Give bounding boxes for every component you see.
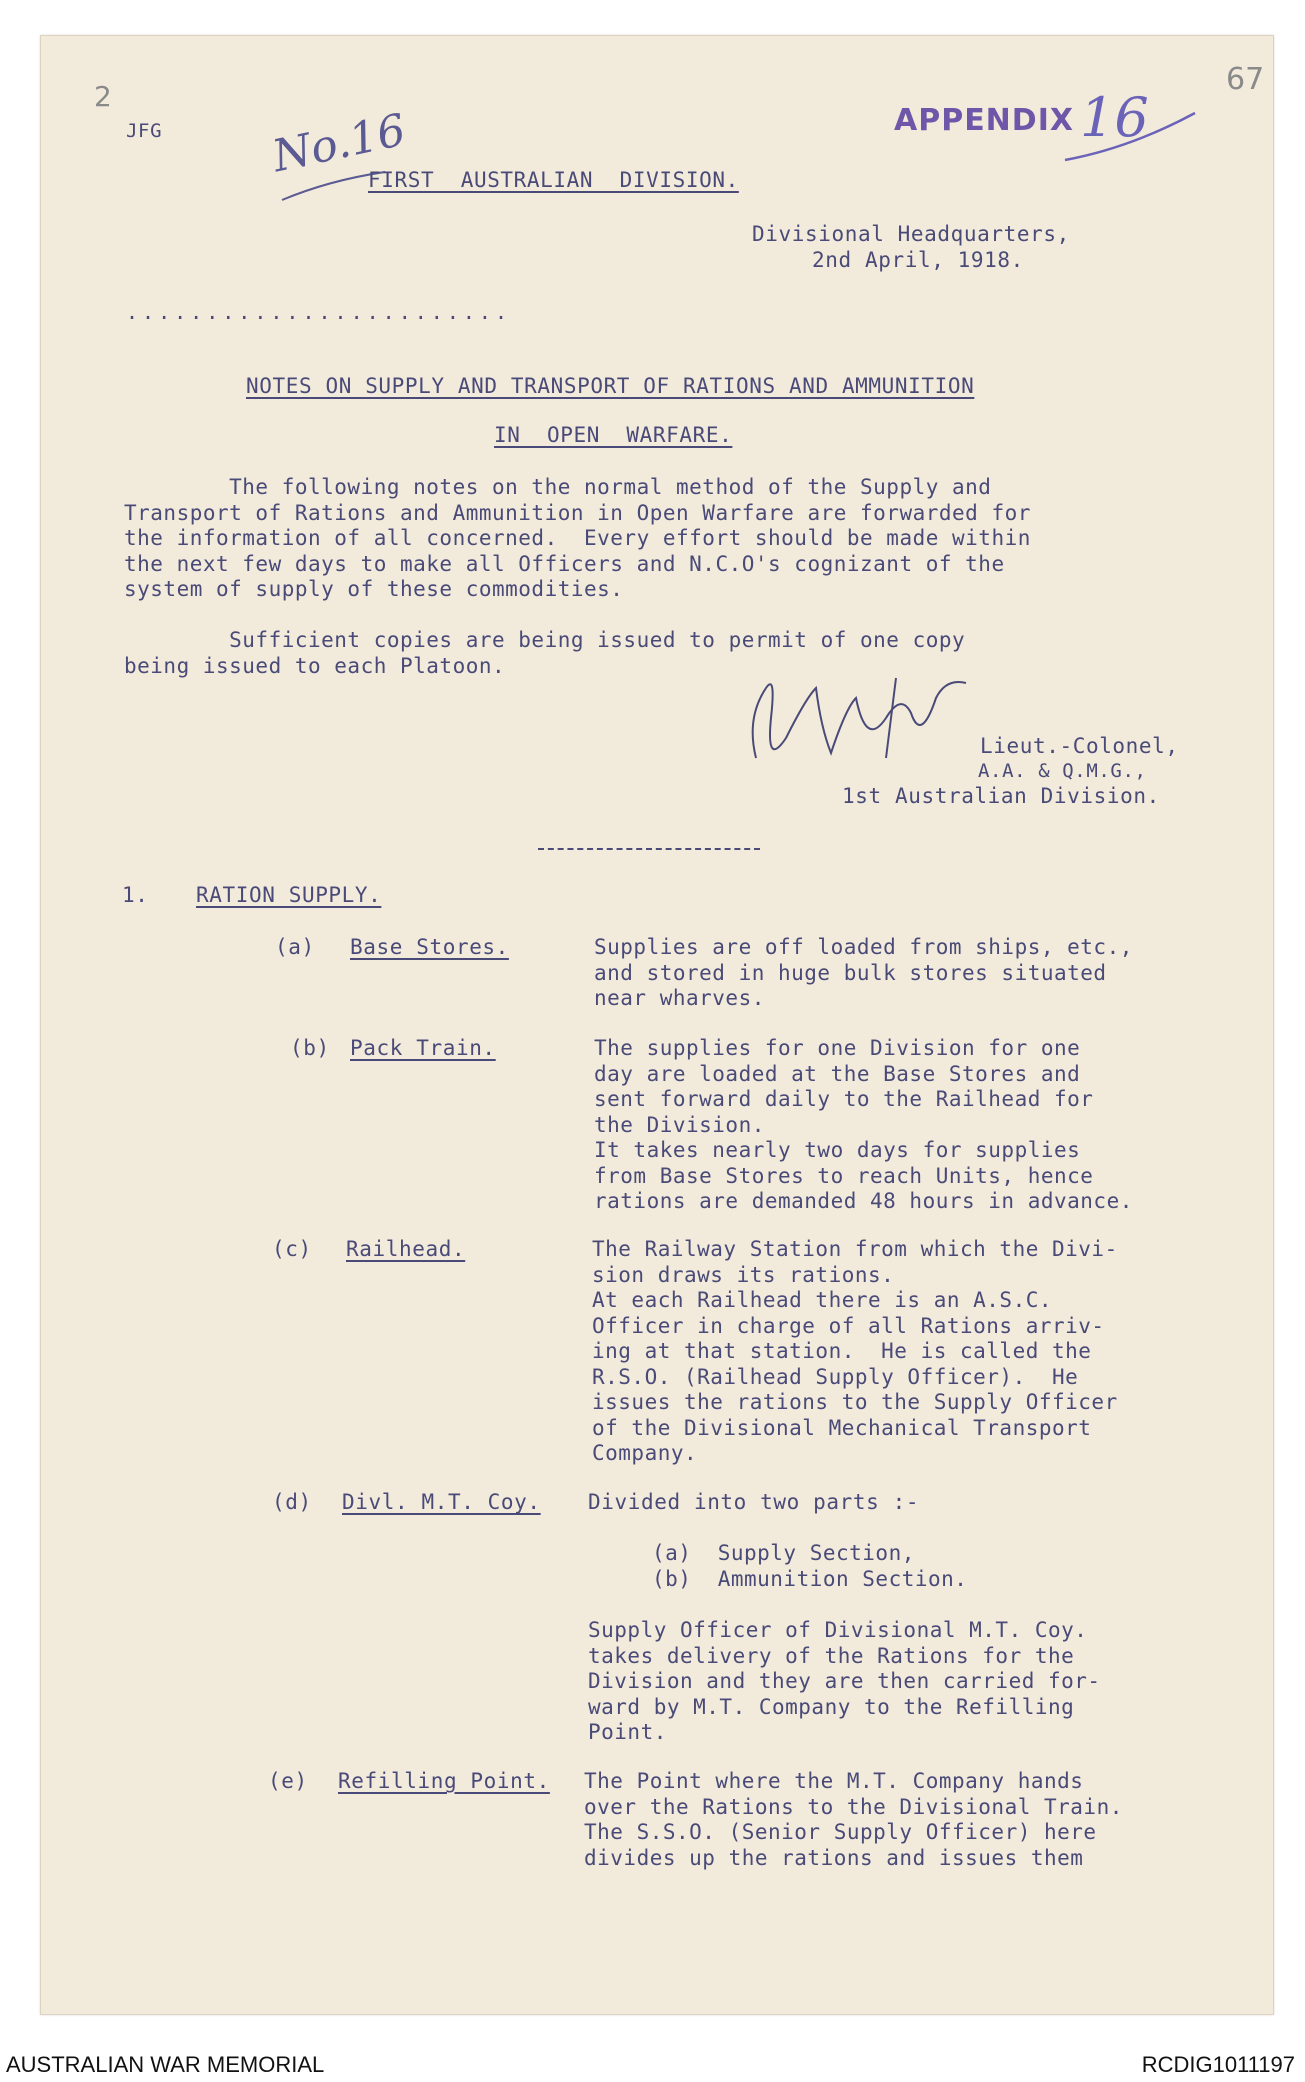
item-line: Point. [588,1720,667,1744]
intro-line: the information of all concerned. Every effort should be made within [124,526,1031,550]
hq-line-2: 2nd April, 1918. [812,248,1024,272]
item-text [592,1237,1118,1467]
handwritten-number: No.16 [268,104,411,183]
item-line: ward by M.T. Company to the Refilling [588,1694,1075,1719]
item-text [584,1769,1123,1871]
item-line: At each Railhead there is an A.S.C. [592,1288,1053,1312]
document-title: NOTES ON SUPPLY AND TRANSPORT OF RATIONS AND AMMUNITION [246,374,975,398]
item-term: Refilling Point. [338,1769,550,1793]
subitem: (b) Ammunition Section. [652,1566,968,1591]
appendix-stamp: APPENDIX [894,103,1074,138]
item-line: over the Rations to the Divisional Train. [584,1794,1123,1819]
pencil-mark: 2 [94,80,112,113]
item-text-after [588,1618,1101,1746]
item-line: The Railway Station from which the Divi- [592,1237,1118,1261]
item-line: day are loaded at the Base Stores and [594,1061,1081,1086]
item-line: and stored in huge bulk stores situated [594,960,1107,985]
item-line: Company. [592,1441,698,1465]
document-subtitle: IN OPEN WARFARE. [494,423,733,447]
item-line: of the Divisional Mechanical Transport [592,1415,1092,1440]
item-label: (c) [272,1237,312,1261]
intro-line: the next few days to make all Officers and N.C.O's cognizant of the [124,551,1005,576]
item-text [594,935,1133,1012]
intro-line: Sufficient copies are being issued to permit of one copy [124,628,966,652]
item-subitems [652,1541,967,1592]
footer-archive: AUSTRALIAN WAR MEMORIAL [6,2052,325,2077]
item-line: the Division. [594,1112,765,1137]
item-line: near wharves. [594,986,765,1010]
item-text [594,1036,1133,1215]
item-line: ing at that station. He is called the [592,1339,1092,1363]
item-line: sent forward daily to the Railhead for [594,1087,1094,1111]
item-line: It takes nearly two days for supplies [594,1138,1081,1162]
item-line: sion draws its rations. [592,1262,895,1287]
item-line: The S.S.O. (Senior Supply Officer) here [584,1820,1097,1844]
handwritten-signature [736,658,986,778]
stamp-underline [1060,108,1200,168]
item-line: issues the rations to the Supply Officer [592,1390,1118,1414]
intro-line: being issued to each Platoon. [124,653,506,678]
item-term: Pack Train. [350,1036,496,1060]
item-label: (d) [272,1490,312,1514]
section-divider [538,848,760,850]
item-label: (a) [275,935,315,959]
item-term: Divl. M.T. Coy. [342,1490,541,1514]
section-number: 1. [122,883,149,907]
footer-record-id: RCDIG1011197 [1141,2052,1295,2077]
item-text: Divided into two parts :- [588,1490,920,1514]
item-line: rations are demanded 48 hours in advance. [594,1189,1133,1213]
item-term: Railhead. [346,1237,466,1261]
item-term: Base Stores. [350,935,509,959]
item-line: The Point where the M.T. Company hands [584,1769,1084,1793]
stamp-handwritten-number: 16 [1080,86,1149,149]
item-line: divides up the rations and issues them [584,1845,1084,1870]
item-line: The supplies for one Division for one [594,1036,1081,1060]
intro-line: system of supply of these commodities. [124,577,624,601]
signature-role: A.A. & Q.M.G., [978,760,1147,782]
hq-line-1: Divisional Headquarters, [752,222,1070,246]
item-line: Supply Officer of Divisional M.T. Coy. [588,1618,1088,1642]
subitem: (a) Supply Section, [652,1541,915,1565]
initials: JFG [126,120,163,142]
intro-paragraph-1 [124,475,1031,603]
item-line: takes delivery of the Rations for the [588,1643,1075,1668]
page-number: 67 [1226,62,1265,97]
item-line: Division and they are then carried for- [588,1669,1101,1693]
item-label: (e) [268,1769,308,1793]
item-line: R.S.O. (Railhead Supply Officer). He [592,1364,1079,1389]
item-line: from Base Stores to reach Units, hence [594,1163,1094,1188]
signature-unit: 1st Australian Division. [842,784,1160,808]
dotted-rule: ........................ [126,300,511,324]
section-heading: RATION SUPPLY. [196,883,382,907]
intro-line: Transport of Rations and Ammunition in Open Warfare are forwarded for [124,500,1031,525]
item-line: Officer in charge of all Rations arriv- [592,1313,1105,1338]
signature-rank: Lieut.-Colonel, [980,734,1179,758]
intro-line: The following notes on the normal method of the Supply and [124,475,992,499]
item-line: Supplies are off loaded from ships, etc., [594,935,1133,959]
item-label: (b) [290,1036,330,1060]
division-title: FIRST AUSTRALIAN DIVISION. [368,168,739,192]
